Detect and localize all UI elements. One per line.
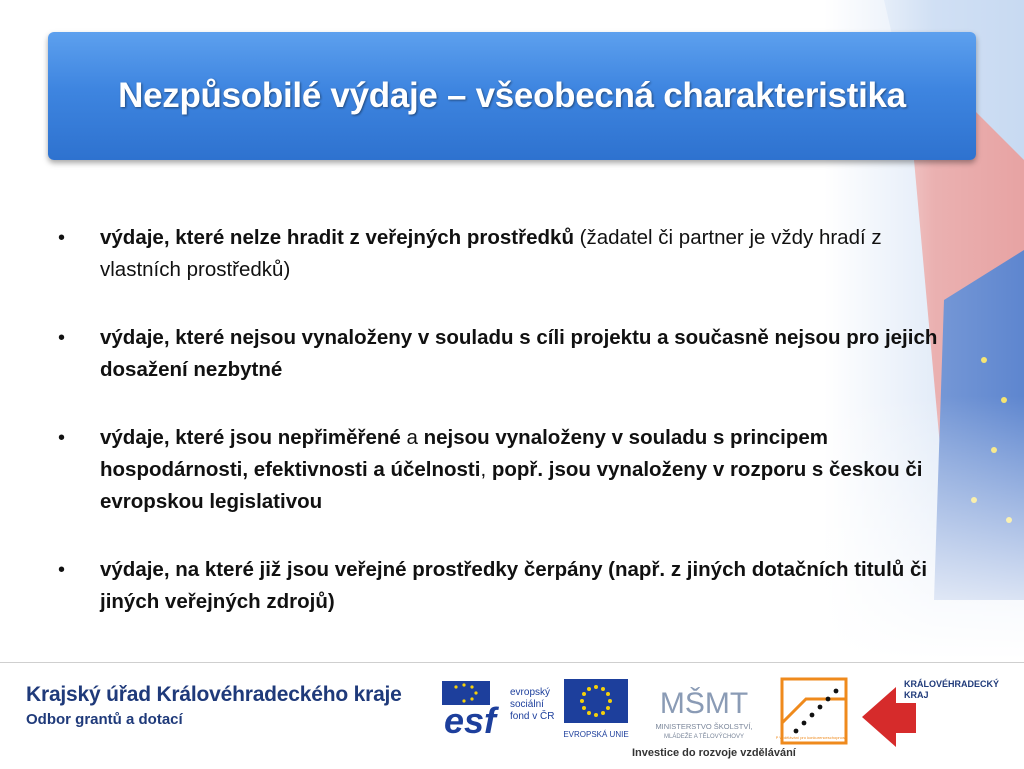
op-vk-logo — [776, 673, 852, 749]
svg-text:MLÁDEŽE A TĚLOVÝCHOVY: MLÁDEŽE A TĚLOVÝCHOVY — [664, 734, 744, 740]
footer-logo-bar — [0, 662, 1024, 769]
bullet-list — [58, 222, 938, 654]
svg-text:sociální: sociální — [510, 699, 544, 710]
bullet-text-segment: nejsou vynaloženy v souladu s principem hospodárnosti, efektivnosti a účelnosti — [100, 426, 829, 481]
svg-text:MINISTERSTVO ŠKOLSTVÍ,: MINISTERSTVO ŠKOLSTVÍ, — [655, 722, 753, 731]
bullet-text-segment: výdaje, které nejsou vynaloženy v souladu s cíli projektu a současně nejsou pro jejich dosažení nezbytné — [100, 326, 938, 381]
bullet-text-segment: výdaje, na které již jsou veřejné prostředky čerpány (např. z jiných dotačních titulů či jiných veřejných zdrojů) — [100, 558, 928, 613]
bullet-text-segment: , — [480, 458, 492, 481]
bullet-dot-icon: • — [58, 327, 66, 349]
bullet-text — [100, 554, 938, 618]
bullet-dot-icon: • — [58, 427, 66, 449]
bullet-text — [100, 322, 938, 386]
svg-text:fond v ČR: fond v ČR — [510, 711, 555, 722]
op-vk-logo-icon — [776, 673, 852, 749]
bullet-text-segment: (žadatel či partner je vždy hradí z vlastních prostředků) — [100, 226, 882, 281]
svg-text:KRÁLOVÉHRADECKÝ: KRÁLOVÉHRADECKÝ — [904, 679, 1000, 689]
footer-org-name: Krajský úřad Královéhradeckého kraje — [26, 683, 402, 706]
kraj-logo — [856, 673, 1024, 749]
svg-text:esf: esf — [444, 700, 497, 741]
svg-text:EVROPSKÁ UNIE: EVROPSKÁ UNIE — [563, 730, 629, 739]
footer-department: Odbor grantů a dotací — [26, 711, 183, 728]
footer-slogan: Investice do rozvoje vzdělávání — [632, 747, 796, 759]
bullet-text-segment: a — [400, 426, 424, 449]
bullet-item — [58, 422, 938, 518]
svg-text:KRAJ: KRAJ — [904, 690, 929, 700]
svg-text:OP Vzdělávání pro konkurencesc: OP Vzdělávání pro konkurenceschopnost — [776, 735, 846, 740]
bullet-text-segment: popř. jsou vynaloženy v rozporu s českou či evropskou legislativou — [100, 458, 923, 513]
msmt-logo — [638, 673, 770, 745]
footer-organization — [26, 683, 402, 728]
bullet-item — [58, 322, 938, 386]
bullet-text-segment: výdaje, které jsou nepřiměřené — [100, 426, 401, 449]
svg-text:evropský: evropský — [510, 687, 551, 698]
esf-logo-icon — [440, 677, 556, 743]
bullet-dot-icon: • — [58, 227, 66, 249]
msmt-logo-icon — [638, 673, 770, 745]
eu-logo — [560, 677, 632, 743]
bullet-dot-icon: • — [58, 559, 66, 581]
bullet-item — [58, 222, 938, 286]
title-banner — [48, 32, 976, 160]
bullet-text-segment: výdaje, které nelze hradit z veřejných prostředků — [100, 226, 574, 249]
eu-flag-icon — [560, 677, 632, 743]
svg-text:MŠMT: MŠMT — [659, 687, 749, 720]
kraj-logo-icon — [856, 673, 1024, 749]
bullet-text — [100, 422, 938, 518]
esf-logo — [440, 677, 556, 743]
slide-title: Nezpůsobilé výdaje – všeobecná charakteristika — [118, 76, 906, 115]
bullet-item — [58, 554, 938, 618]
bullet-text — [100, 222, 938, 286]
